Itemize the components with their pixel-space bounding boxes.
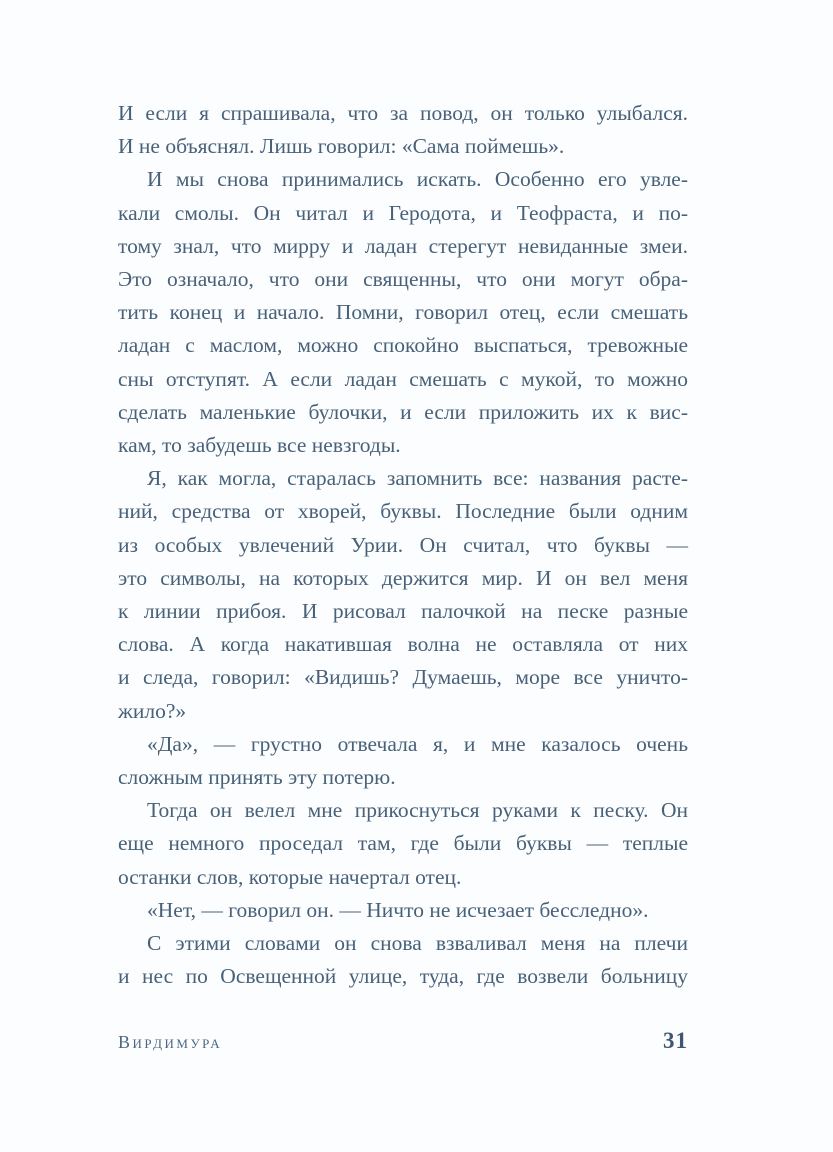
text-line: тить конец и начало. Помни, говорил отец, если смешать (118, 300, 688, 325)
text-line: к линии прибоя. И рисовал палочкой на песке разные (118, 599, 688, 624)
text-line: Это означало, что они священны, что они могут обра- (118, 267, 688, 292)
text-line: И не объяснял. Лишь говорил: «Сама поймешь». (118, 134, 565, 159)
body-text (118, 97, 688, 993)
text-line: кам, то забудешь все невзгоды. (118, 433, 401, 458)
text-line: сделать маленькие булочки, и если приложить их к вис- (118, 399, 688, 424)
text-line: тому знал, что мирру и ладан стерегут невиданные змеи. (118, 233, 688, 258)
text-line: сложным принять эту потерю. (118, 765, 396, 790)
text-line: жило?» (118, 698, 187, 723)
text-line: это символы, на которых держится мир. И он вел меня (118, 565, 688, 590)
text-line: сны отступят. А если ладан смешать с мукой, то можно (118, 366, 688, 391)
text-line: из особых увлечений Урии. Он считал, что буквы — (118, 532, 688, 557)
text-line: и нес по Освещенной улице, туда, где возвели больницу (118, 964, 688, 989)
running-title: Вирдимура (118, 1032, 223, 1052)
text-line: И если я спрашивала, что за повод, он только улыбался. (118, 101, 688, 125)
text-line: Тогда он велел мне прикоснуться руками к песку. Он (147, 798, 688, 823)
text-line: слова. А когда накатившая волна не оставляла от них (118, 632, 688, 657)
text-line: С этими словами он снова взваливал меня на плечи (147, 931, 688, 956)
text-line: ладан с маслом, можно спокойно выспаться, тревожные (118, 333, 688, 358)
page-footer (118, 1028, 688, 1054)
text-line: Я, как могла, старалась запомнить все: названия расте- (147, 466, 688, 491)
text-line: кали смолы. Он читал и Геродота, и Теофраста, и по- (118, 200, 688, 225)
text-line: «Да», — грустно отвечала я, и мне казалось очень (147, 731, 688, 756)
text-line: «Нет, — говорил он. — Ничто не исчезает бесследно». (147, 897, 649, 922)
text-line: еще немного проседал там, где были буквы — теплые (118, 831, 688, 856)
page-number: 31 (663, 1028, 688, 1053)
text-line: останки слов, которые начертал отец. (118, 864, 462, 889)
text-line: И мы снова принимались искать. Особенно его увле- (147, 167, 688, 192)
text-line: и следа, говорил: «Видишь? Думаешь, море все уничто- (118, 665, 688, 690)
text-line: ний, средства от хворей, буквы. Последние были одним (118, 499, 688, 524)
